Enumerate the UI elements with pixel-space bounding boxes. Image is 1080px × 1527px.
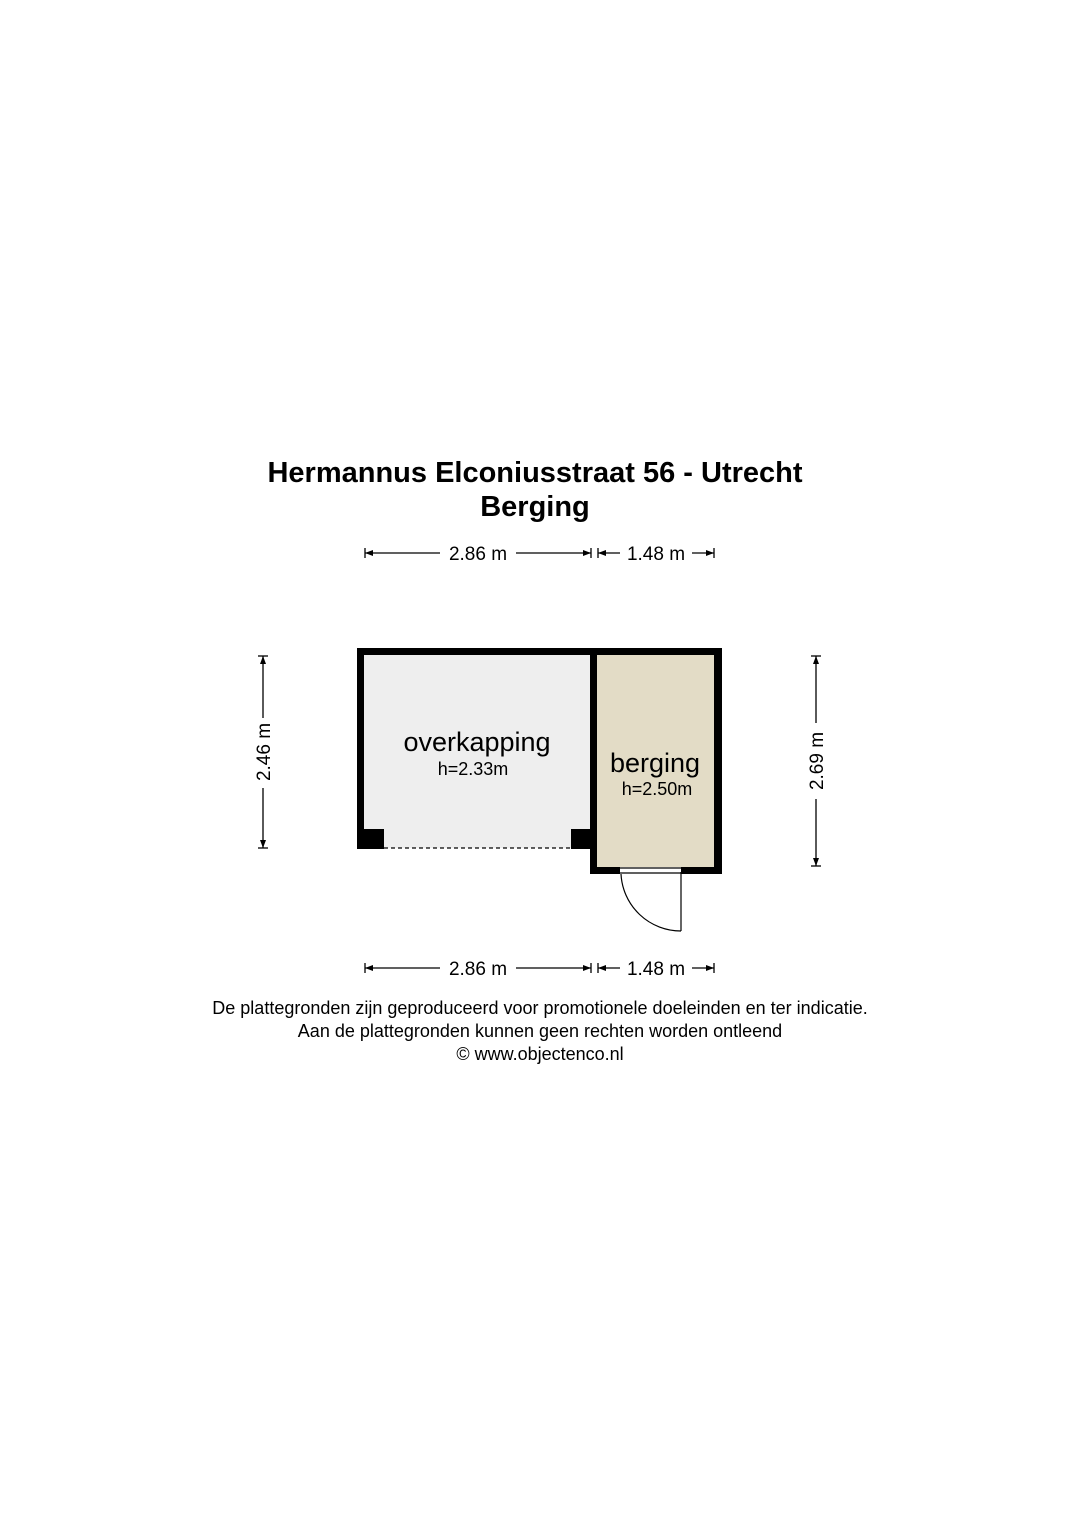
page-title: Hermannus Elconiusstraat 56 - Utrecht (267, 457, 803, 489)
column-right (571, 829, 591, 849)
room-height-berging: h=2.50m (621, 779, 693, 799)
room-label-berging: berging (609, 748, 701, 778)
dimension-right-height: 2.69 m (807, 731, 828, 791)
room-label-overkapping: overkapping (403, 727, 551, 757)
column-left (364, 829, 384, 849)
dimension-bottom-right: 1.48 m (626, 959, 686, 980)
room-height-overkapping: h=2.33m (437, 759, 509, 779)
door-swing-arc (621, 874, 681, 931)
copyright-line: © www.objectenco.nl (456, 1044, 624, 1064)
dimension-top-right: 1.48 m (626, 544, 686, 565)
disclaimer-line-1: De plattegronden zijn geproduceerd voor promotionele doeleinden en ter indicatie. (212, 998, 868, 1018)
dimension-left-height: 2.46 m (254, 722, 275, 782)
dimension-top-left: 2.86 m (448, 544, 508, 565)
page-subtitle: Berging (480, 491, 590, 523)
disclaimer-line-2: Aan de plattegronden kunnen geen rechten worden ontleend (297, 1021, 783, 1041)
door (620, 868, 681, 931)
dimension-bottom-left: 2.86 m (448, 959, 508, 980)
